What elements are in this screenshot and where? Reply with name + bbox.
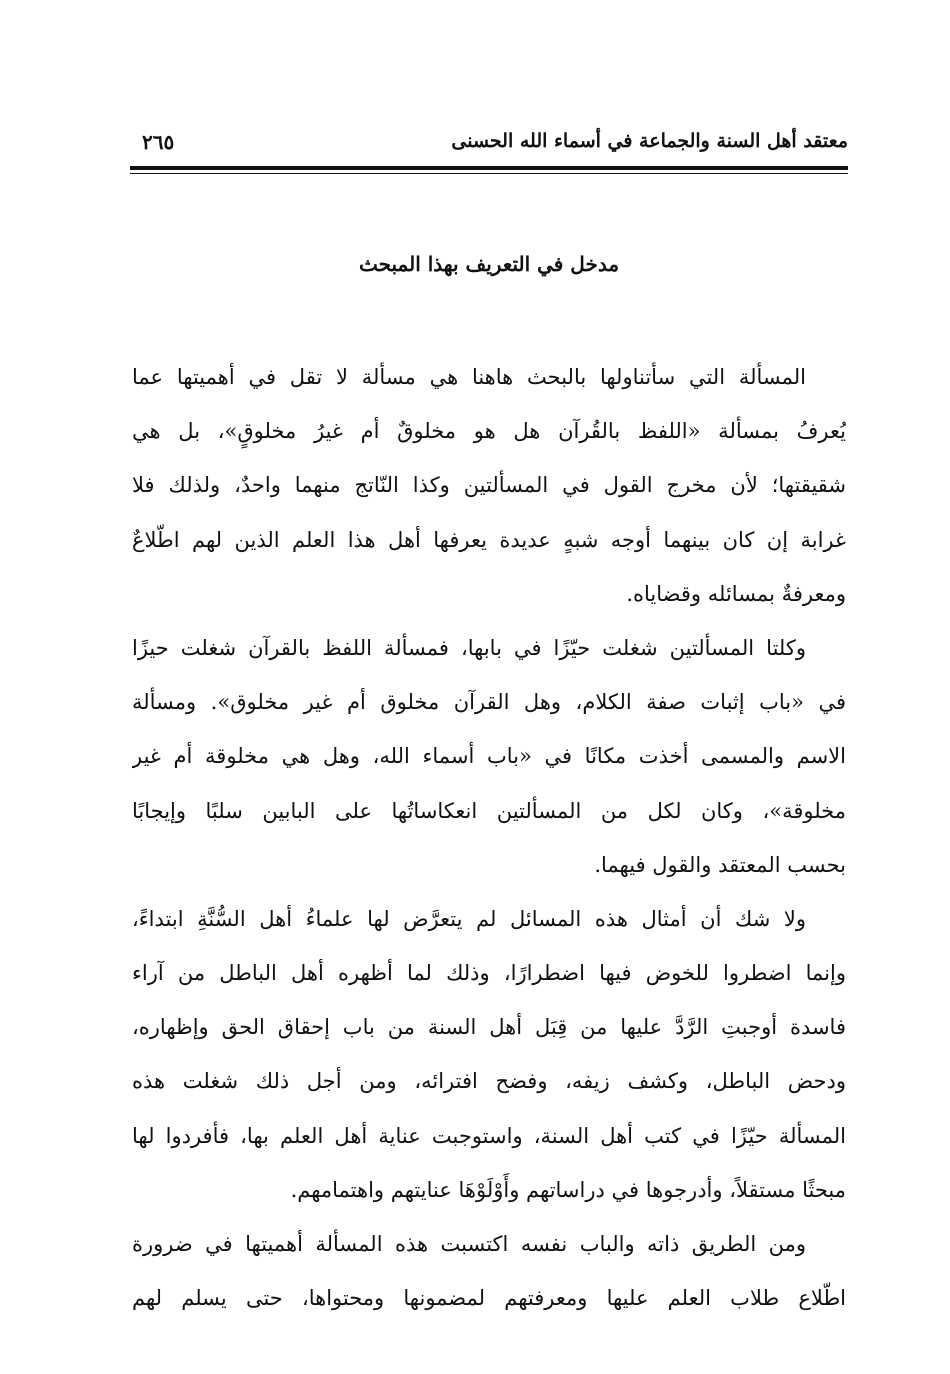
text-line: وكلتا المسألتين شغلت حيّزًا في بابها، فمسألة اللفظ بالقرآن شغلت حيزًا xyxy=(132,635,806,660)
header-rule-thin xyxy=(130,173,848,174)
text-line: شقيقتها؛ لأن مخرج القول في المسألتين وكذا النّاتج منهما واحدٌ، ولذلك فلا xyxy=(132,473,846,498)
section-heading: مدخل في التعريف بهذا المبحث xyxy=(358,252,620,276)
text-line: الاسم والمسمى أخذت مكانًا في «باب أسماء الله، وهل هي مخلوقة أم غير xyxy=(132,744,846,769)
paragraph xyxy=(132,892,846,1217)
page-header xyxy=(130,128,848,162)
text-line: بحسب المعتقد والقول فيهما. xyxy=(594,852,846,877)
text-line: مبحثًا مستقلاً، وأدرجوها في دراساتهم وأَوْلَوْهَا عنايتهم واهتمامهم. xyxy=(290,1177,846,1202)
header-rule-thick xyxy=(130,166,848,170)
paragraph xyxy=(132,1217,846,1325)
running-title: معتقد أهل السنة والجماعة في أسماء الله الحسنى xyxy=(451,130,848,152)
text-line: المسألة حيّزًا في كتب أهل السنة، واستوجبت عناية أهل العلم بها، فأفردوا لها xyxy=(132,1123,846,1148)
text-line: مخلوقة»، وكان لكل من المسألتين انعكاساتُها على البابين سلبًا وإيجابًا xyxy=(132,798,846,823)
text-line: ومعرفةٌ بمسائله وقضاياه. xyxy=(626,581,846,606)
paragraph xyxy=(132,621,846,892)
paragraph xyxy=(132,350,846,621)
text-line: اطّلاع طلاب العلم عليها ومعرفتهم لمضمونها ومحتواها، حتى يسلم لهم xyxy=(132,1286,846,1311)
text-line: المسألة التي سأتناولها بالبحث هاهنا هي مسألة لا تقل في أهميتها عما xyxy=(132,365,806,389)
page-number: ٢٦٥ xyxy=(142,130,175,154)
text-line: ودحض الباطل، وكشف زيفه، وفضح افترائه، ومن أجل ذلك شغلت هذه xyxy=(132,1069,846,1094)
text-line: فاسدة أوجبتِ الرَّدَّ عليها من قِبَل أهل السنة من باب إحقاق الحق وإظهاره، xyxy=(132,1015,846,1040)
text-line: غرابة إن كان بينهما أوجه شبهٍ عديدة يعرفها أهل هذا العلم الذين لهم اطّلاعٌ xyxy=(132,527,846,552)
text-line: ومن الطريق ذاته والباب نفسه اكتسبت هذه المسألة أهميتها في ضرورة xyxy=(132,1232,806,1256)
text-line: في «باب إثبات صفة الكلام، وهل القرآن مخلوق أم غير مخلوق». ومسألة xyxy=(132,690,846,715)
text-line: وإنما اضطروا للخوض فيها اضطرارًا، وذلك لما أظهره أهل الباطل من آراء xyxy=(132,961,846,986)
body-text xyxy=(132,350,846,1325)
text-line: يُعرفُ بمسألة «اللفظ بالقُرآن هل هو مخلوقٌ أم غيرُ مخلوقٍ»، بل هي xyxy=(132,419,846,444)
text-line: ولا شك أن أمثال هذه المسائل لم يتعرَّض لها علماءُ أهل السُّنَّةِ ابتداءً، xyxy=(132,906,806,931)
